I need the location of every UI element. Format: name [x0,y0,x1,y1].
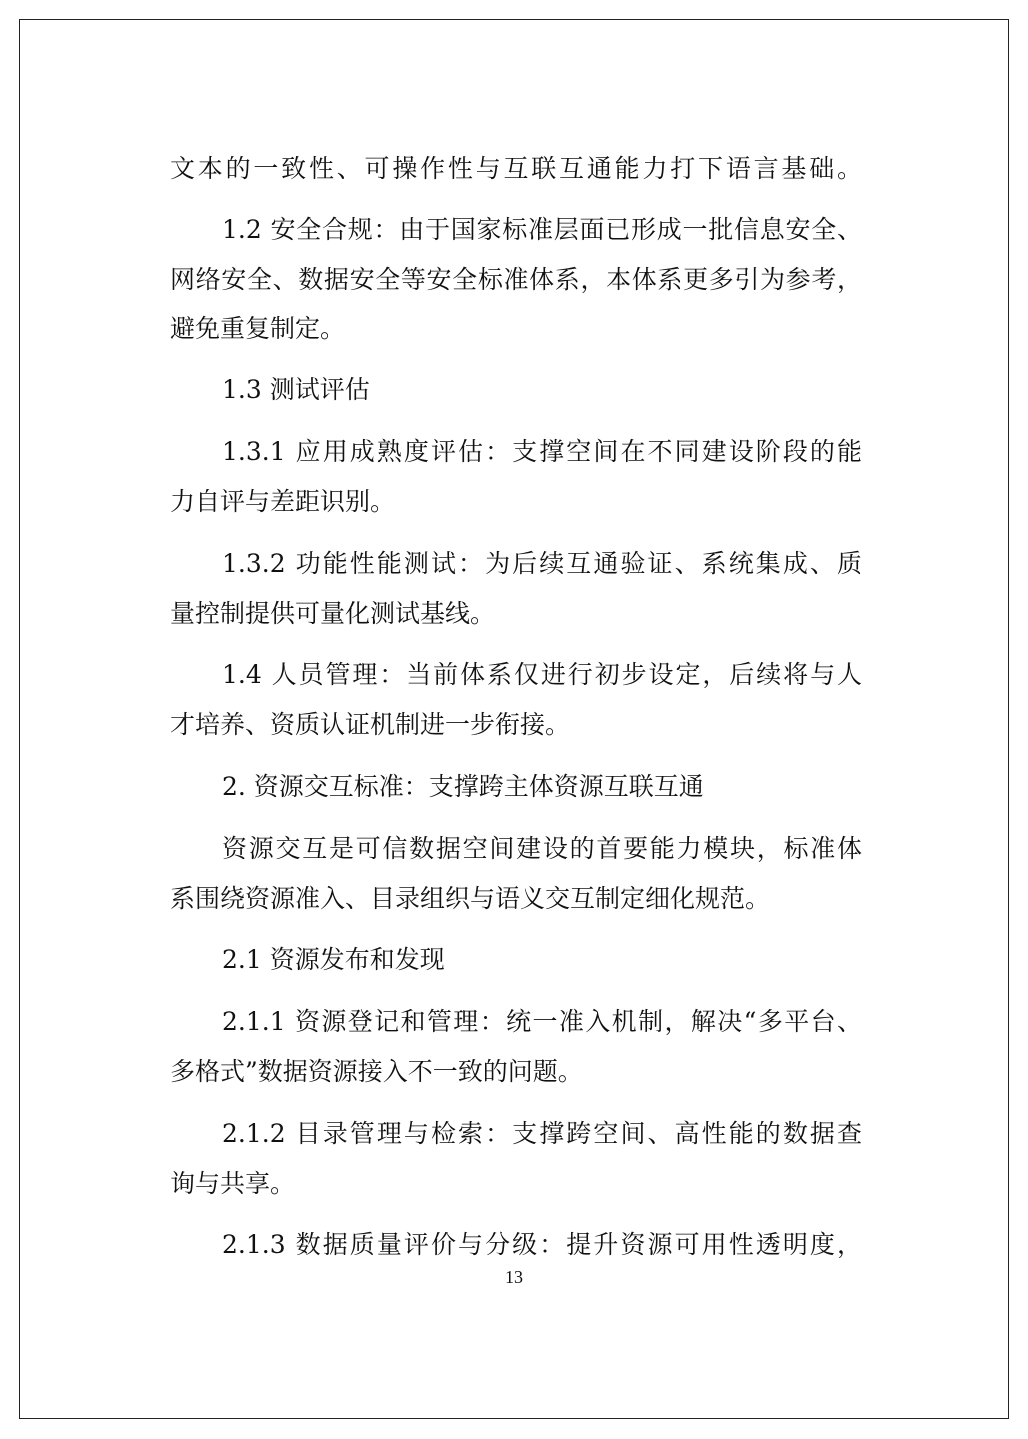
body-line: 文本的一致性、可操作性与互联互通能力打下语言基础。 [170,154,862,183]
section-1-3-1-line: 1.3.1 应用成熟度评估：支撑空间在不同建设阶段的能 [222,437,862,466]
section-1-3-2-line: 1.3.2 功能性能测试：为后续互通验证、系统集成、质 [222,549,862,578]
body-line: 才培养、资质认证机制进一步衔接。 [170,710,571,739]
body-line: 避免重复制定。 [170,314,346,343]
section-1-4-line: 1.4 人员管理：当前体系仅进行初步设定，后续将与人 [222,660,862,689]
body-line: 系围绕资源准入、目录组织与语义交互制定细化规范。 [170,884,771,913]
body-line: 多格式”数据资源接入不一致的问题。 [170,1057,583,1086]
body-line: 网络安全、数据安全等安全标准体系，本体系更多引为参考， [170,265,862,294]
heading-2-1: 2.1 资源发布和发现 [222,945,445,974]
body-line: 量控制提供可量化测试基线。 [170,599,496,628]
section-2-1-3-line: 2.1.3 数据质量评价与分级：提升资源可用性透明度， [222,1230,862,1259]
body-line: 询与共享。 [170,1169,296,1198]
section-2-1-1-line: 2.1.1 资源登记和管理：统一准入机制，解决“多平台、 [222,1007,862,1036]
body-line: 力自评与差距识别。 [170,487,396,516]
paragraph-line: 资源交互是可信数据空间建设的首要能力模块，标准体 [222,834,862,863]
section-1-2-line: 1.2 安全合规：由于国家标准层面已形成一批信息安全、 [222,215,862,244]
heading-1-3: 1.3 测试评估 [222,375,370,404]
page-number: 13 [505,1267,523,1287]
heading-2: 2. 资源交互标准：支撑跨主体资源互联互通 [222,772,704,801]
section-2-1-2-line: 2.1.2 目录管理与检索：支撑跨空间、高性能的数据查 [222,1119,862,1148]
